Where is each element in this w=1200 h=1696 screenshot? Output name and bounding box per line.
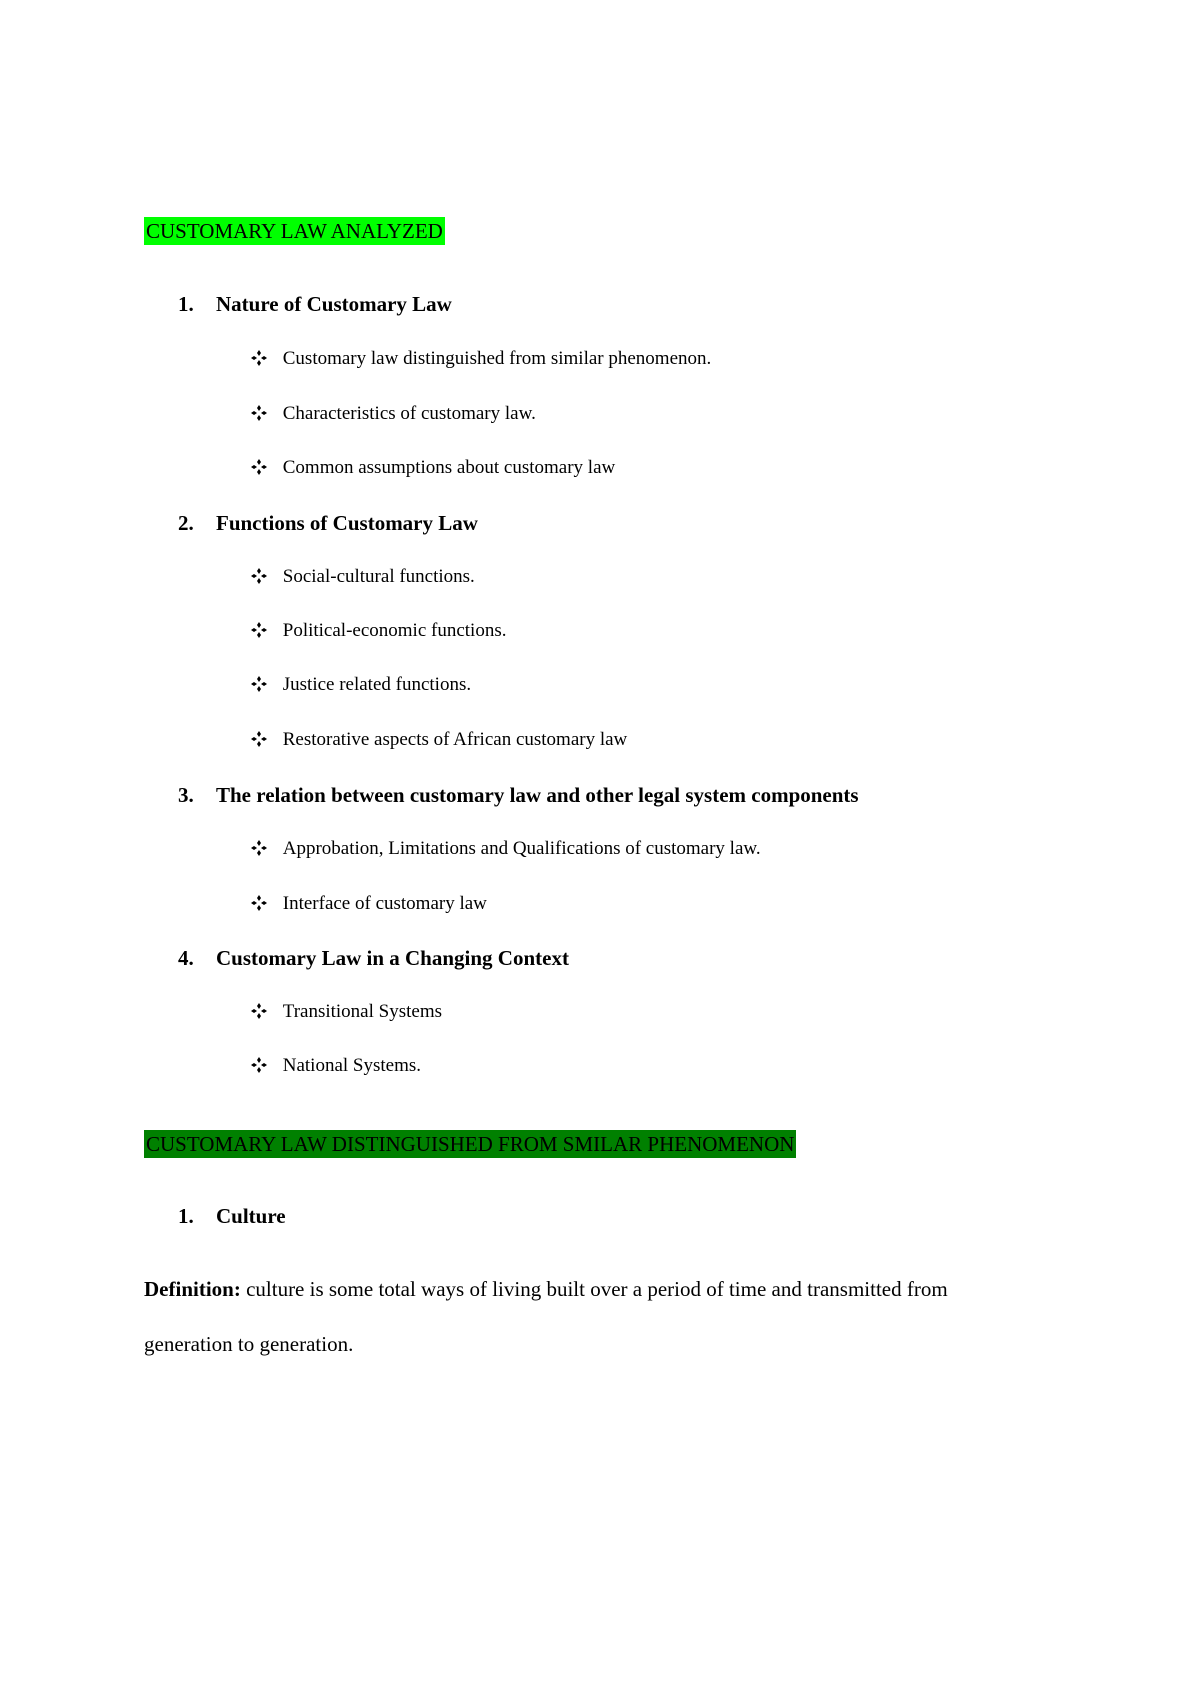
section-number: 1. xyxy=(178,292,194,316)
heading-customary-law-analyzed xyxy=(144,217,445,245)
subsection-heading xyxy=(178,1203,286,1229)
section-heading-4 xyxy=(178,945,569,971)
section-title: Nature of Customary Law xyxy=(216,292,452,316)
list-item xyxy=(250,401,536,427)
four-diamond-bullet-icon xyxy=(250,458,268,476)
list-item-text: Approbation, Limitations and Qualifications of customary law. xyxy=(282,838,761,859)
four-diamond-bullet-icon xyxy=(250,404,268,422)
four-diamond-bullet-icon xyxy=(250,1056,268,1074)
four-diamond-bullet-icon xyxy=(250,675,268,693)
section-heading-2 xyxy=(178,510,478,536)
list-item-text: Transitional Systems xyxy=(282,1001,442,1022)
list-item-text: Customary law distinguished from similar phenomenon. xyxy=(282,348,712,369)
list-item xyxy=(250,836,761,862)
definition-text: culture is some total ways of living built over a period of time and transmitted from xyxy=(240,1277,948,1301)
list-item-text: Political-economic functions. xyxy=(282,620,507,641)
four-diamond-bullet-icon xyxy=(250,621,268,639)
list-item xyxy=(250,346,711,372)
four-diamond-bullet-icon xyxy=(250,839,268,857)
section-number: 3. xyxy=(178,783,194,807)
section-number: 4. xyxy=(178,946,194,970)
list-item xyxy=(250,455,615,481)
definition-paragraph-line-2 xyxy=(144,1331,353,1357)
section-title: Culture xyxy=(216,1204,286,1228)
list-item xyxy=(250,999,442,1025)
four-diamond-bullet-icon xyxy=(250,730,268,748)
list-item-text: Interface of customary law xyxy=(282,893,487,914)
list-item-text: Social-cultural functions. xyxy=(282,566,475,587)
list-item-text: National Systems. xyxy=(282,1055,422,1076)
section-number: 2. xyxy=(178,511,194,535)
list-item-text: Common assumptions about customary law xyxy=(282,457,616,478)
heading-highlight: CUSTOMARY LAW ANALYZED xyxy=(146,219,443,243)
list-item xyxy=(250,891,487,917)
section-heading-3 xyxy=(178,782,859,808)
section-title: Customary Law in a Changing Context xyxy=(216,946,569,970)
list-item-text: Restorative aspects of African customary law xyxy=(282,729,628,750)
definition-label: Definition: xyxy=(144,1277,241,1301)
definition-text: generation to generation. xyxy=(144,1332,354,1356)
heading-distinguished xyxy=(144,1130,796,1158)
list-item xyxy=(250,1053,421,1079)
list-item xyxy=(250,618,506,644)
section-heading-1 xyxy=(178,291,452,317)
section-title: Functions of Customary Law xyxy=(216,511,478,535)
list-item xyxy=(250,727,627,753)
list-item-text: Justice related functions. xyxy=(282,674,472,695)
four-diamond-bullet-icon xyxy=(250,349,268,367)
heading-highlight: CUSTOMARY LAW DISTINGUISHED FROM SMILAR PHENOMENON xyxy=(146,1132,795,1156)
four-diamond-bullet-icon xyxy=(250,1002,268,1020)
list-item xyxy=(250,672,471,698)
list-item xyxy=(250,564,475,590)
list-item-text: Characteristics of customary law. xyxy=(282,403,536,424)
section-number: 1. xyxy=(178,1204,194,1228)
section-title: The relation between customary law and other legal system components xyxy=(216,783,859,807)
definition-paragraph-line-1 xyxy=(144,1276,948,1302)
four-diamond-bullet-icon xyxy=(250,894,268,912)
four-diamond-bullet-icon xyxy=(250,567,268,585)
